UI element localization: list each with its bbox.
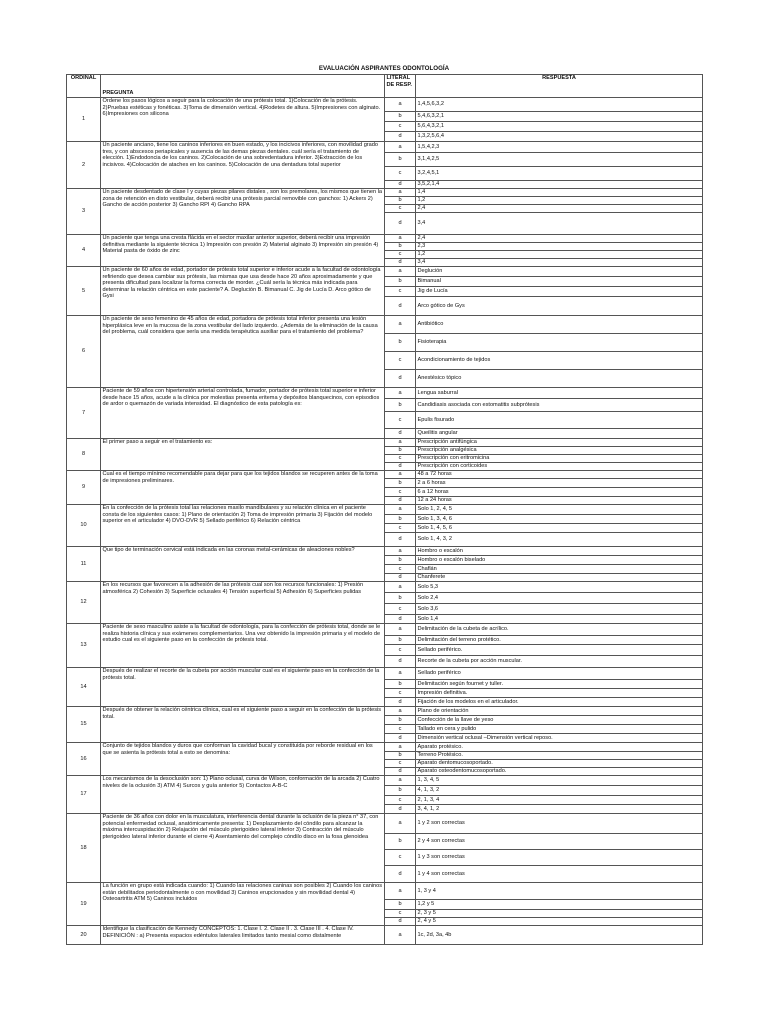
- document-title: EVALUACIÓN ASPIRANTES ODONTOLOGÍA: [318, 65, 450, 72]
- answer-text: Antibiótico: [416, 316, 703, 334]
- answer-letter: a: [385, 883, 416, 900]
- answer-text: 6 a 12 horas: [416, 488, 703, 497]
- answer-letter: a: [385, 743, 416, 752]
- answer-text: Solo 3,6: [416, 604, 703, 615]
- answer-letter: b: [385, 334, 416, 352]
- question-number: 19: [67, 883, 101, 926]
- question-text: Paciente de 59 años con hipertensión arterial controlada, fumador, portador de prótesis total superior e inferior desde hace 15 años, acude a la clínica por molestias presenta eritema y depósitos blanquecinos, con episodios de ardor o quemazón de variada intensidad. El diagnóstico de esta patología es:: [101, 388, 385, 439]
- answer-row: [67, 743, 703, 752]
- answer-letter: c: [385, 524, 416, 533]
- answer-text: Solo 1, 4, 3, 2: [416, 533, 703, 547]
- answer-text: Aparato protésico.: [416, 743, 703, 752]
- answer-letter: d: [385, 259, 416, 267]
- answer-row: [67, 926, 703, 945]
- answer-letter: b: [385, 900, 416, 910]
- answer-row: [67, 814, 703, 834]
- answer-text: 3,1,4,2,5: [416, 153, 703, 167]
- answer-letter: d: [385, 429, 416, 439]
- answer-letter: a: [385, 98, 416, 112]
- answer-text: Bimanual: [416, 277, 703, 287]
- answer-letter: a: [385, 814, 416, 834]
- answer-letter: d: [385, 370, 416, 388]
- answer-letter: a: [385, 547, 416, 556]
- exam-table: [66, 74, 703, 945]
- answer-row: [67, 582, 703, 593]
- answer-letter: c: [385, 565, 416, 574]
- answer-letter: a: [385, 668, 416, 680]
- answer-text: Arco gótico de Gys: [416, 297, 703, 316]
- answer-letter: c: [385, 488, 416, 497]
- answer-text: 48 a 72 horas: [416, 471, 703, 479]
- answer-letter: a: [385, 316, 416, 334]
- answer-row: [67, 235, 703, 243]
- answer-text: 1, 3 y 4: [416, 883, 703, 900]
- answer-letter: b: [385, 515, 416, 524]
- answer-row: [67, 547, 703, 556]
- answer-text: 1,4,5,6,3,2: [416, 98, 703, 112]
- answer-text: 5,6,4,3,2,1: [416, 122, 703, 132]
- answer-row: [67, 471, 703, 479]
- question-number: 8: [67, 439, 101, 471]
- answer-text: Deglución: [416, 267, 703, 277]
- answer-letter: c: [385, 251, 416, 259]
- answer-letter: b: [385, 680, 416, 689]
- answer-row: [67, 142, 703, 153]
- answer-letter: b: [385, 716, 416, 725]
- answer-text: 1,2 y 5: [416, 900, 703, 910]
- question-number: 1: [67, 98, 101, 142]
- answer-text: Epulis fisurado: [416, 412, 703, 429]
- answer-row: [67, 776, 703, 786]
- answer-row: [67, 668, 703, 680]
- answer-text: 2,4: [416, 235, 703, 243]
- answer-text: Solo 1, 4, 5, 6: [416, 524, 703, 533]
- answer-text: 12 a 24 horas: [416, 497, 703, 505]
- answer-letter: d: [385, 805, 416, 814]
- answer-text: Delimitación del terreno protético.: [416, 636, 703, 645]
- answer-text: 3,4: [416, 213, 703, 235]
- answer-letter: a: [385, 439, 416, 447]
- answer-letter: b: [385, 243, 416, 251]
- answer-text: Aparato dentomucosoportado.: [416, 760, 703, 768]
- answer-letter: d: [385, 656, 416, 668]
- question-text: Un paciente que tenga una cresta flácida en el sector maxilar anterior superior, deberá recibir una impresión definitiva mediante la siguiente técnica 1) Impresión con presión 2) Material alginato 3) Impresión sin presión 4) Material pasta de óxido de zinc: [101, 235, 385, 267]
- question-text: La función en grupo está indicada cuando: 1) Cuando las relaciones caninas son posibles 2) Cuando los caninos están debilitados periodontalmente o con movilidad 3) Caninos erupcionados y sin movilidad dental 4) Osteoartritis ATM 5) Caninos incluidos: [101, 883, 385, 926]
- answer-letter: b: [385, 834, 416, 850]
- answer-letter: a: [385, 582, 416, 593]
- header-respuesta: RESPUESTA: [416, 75, 703, 98]
- answer-text: 2 a 6 horas: [416, 479, 703, 488]
- answer-letter: a: [385, 505, 416, 515]
- answer-letter: a: [385, 235, 416, 243]
- question-text: Paciente de sexo masculino asiste a la facultad de odontología, para la confección de prótesis total, donde se le realiza historia clínica y sus exámenes complementarios. Una vez obtenido la impresión primaria y el modelo de estudio cual es el siguiente paso en la confección de prótesis total.: [101, 624, 385, 668]
- answer-letter: c: [385, 205, 416, 213]
- answer-text: Prescripción con corticoides: [416, 463, 703, 471]
- question-text: Paciente de 36 años con dolor en la musculatura, interferencia dental durante la oclusión de la pieza n° 37, con potencial enfermedad oclusal, anatómicamente presenta: 1) Desplazamiento del cóndilo para alcanzar la máxima intercuspidación 2) Relajación del músculo pterigoideo lateral inferior 3) Contracción del músculo pterigoideo lateral inferior durante el cierre 4) Asentamiento del complejo cóndilo disco en la fosa glenoidea: [101, 814, 385, 883]
- answer-letter: d: [385, 734, 416, 743]
- answer-text: Jig de Lucía: [416, 287, 703, 297]
- answer-letter: a: [385, 624, 416, 636]
- answer-letter: b: [385, 153, 416, 167]
- answer-letter: a: [385, 926, 416, 945]
- answer-text: 1,3,2,5,6,4: [416, 132, 703, 142]
- question-number: 3: [67, 189, 101, 235]
- question-text: En los recursos que favorecen a la adhesión de las prótesis cual son los recursos funcionales: 1) Presión atmosférica 2) Cohesión 3) Superficie oclusales 4) Tensión superficial 5) Adhesión 6) Superficies pulidas: [101, 582, 385, 624]
- question-number: 12: [67, 582, 101, 624]
- question-number: 4: [67, 235, 101, 267]
- answer-text: Fijación de los modelos en el articulador.: [416, 698, 703, 707]
- answer-letter: a: [385, 776, 416, 786]
- answer-letter: d: [385, 615, 416, 624]
- answer-text: Chanferete: [416, 574, 703, 582]
- question-text: El primer paso a seguir en el tratamiento es:: [101, 439, 385, 471]
- answer-text: Anestésico tópico: [416, 370, 703, 388]
- question-text: Un paciente desdentado de clase I y cuyas piezas pilares distales , son los premolares, los mismos que tienen la zona de retención en disto vestibular, deberá recibir una prótesis parcial removible con ganchos: 1) Ackers 2) Gancho de acción posterior 3) Gancho RPI 4) Gancho RPA: [101, 189, 385, 235]
- answer-text: Delimitación según fournet y tuller.: [416, 680, 703, 689]
- answer-row: [67, 316, 703, 334]
- answer-text: 2 y 4 son correctas: [416, 834, 703, 850]
- question-number: 9: [67, 471, 101, 505]
- answer-text: Hombro o escalón biselado: [416, 556, 703, 565]
- answer-letter: d: [385, 866, 416, 883]
- answer-letter: c: [385, 910, 416, 918]
- answer-text: Solo 2,4: [416, 593, 703, 604]
- answer-letter: b: [385, 399, 416, 412]
- answer-letter: b: [385, 556, 416, 565]
- question-number: 17: [67, 776, 101, 814]
- answer-letter: c: [385, 645, 416, 656]
- answer-text: 2, 3 y 5: [416, 910, 703, 918]
- answer-text: Impresión definitiva.: [416, 689, 703, 698]
- answer-text: 1, 3, 4, 5: [416, 776, 703, 786]
- answer-letter: a: [385, 142, 416, 153]
- answer-text: 3,4: [416, 259, 703, 267]
- question-number: 6: [67, 316, 101, 388]
- answer-row: [67, 624, 703, 636]
- answer-text: Hombro o escalón: [416, 547, 703, 556]
- answer-text: Aparato osteodentomucosoportado.: [416, 768, 703, 776]
- answer-letter: c: [385, 122, 416, 132]
- answer-letter: b: [385, 786, 416, 796]
- answer-text: 1 y 2 son correctas: [416, 814, 703, 834]
- answer-letter: d: [385, 213, 416, 235]
- answer-row: [67, 707, 703, 716]
- answer-text: 2, 4 y 5: [416, 918, 703, 926]
- question-number: 16: [67, 743, 101, 776]
- answer-letter: c: [385, 796, 416, 805]
- header-row: [67, 75, 703, 98]
- answer-letter: d: [385, 132, 416, 142]
- answer-letter: d: [385, 497, 416, 505]
- header-ordinal: ORDINAL: [67, 75, 101, 98]
- question-text: Después de realizar el recorte de la cubeta por acción muscular cual es el siguiente paso en la confección de la prótesis total.: [101, 668, 385, 707]
- answer-text: Tallado en cera y pulido: [416, 725, 703, 734]
- answer-letter: c: [385, 412, 416, 429]
- answer-letter: d: [385, 533, 416, 547]
- answer-row: [67, 189, 703, 197]
- answer-letter: d: [385, 463, 416, 471]
- answer-text: 2, 1, 3, 4: [416, 796, 703, 805]
- answer-text: 1,5,4,2,3: [416, 142, 703, 153]
- header-literal: LITERAL DE RESP.: [385, 75, 416, 98]
- answer-letter: d: [385, 574, 416, 582]
- answer-text: 1 y 4 son correctas: [416, 866, 703, 883]
- answer-text: Solo 1, 2, 4, 5: [416, 505, 703, 515]
- question-text: Conjunto de tejidos blandos y duros que conforman la cavidad bucal y constituida por reborde residual en los que se asienta la prótesis total a esto se denomina:: [101, 743, 385, 776]
- answer-text: 2,4: [416, 205, 703, 213]
- answer-text: Confección de la llave de yeso: [416, 716, 703, 725]
- answer-text: Prescripción antifúngica: [416, 439, 703, 447]
- question-number: 7: [67, 388, 101, 439]
- answer-letter: c: [385, 455, 416, 463]
- question-text: Que tipo de terminación cervical está indicada en las coronas metal-cerámicas de aleaciones nobles?: [101, 547, 385, 582]
- answer-text: Candidiasis asociada con estomatitis subprótesis: [416, 399, 703, 412]
- answer-text: Sellado periférico.: [416, 645, 703, 656]
- answer-letter: d: [385, 918, 416, 926]
- answer-text: Chaflán: [416, 565, 703, 574]
- question-number: 11: [67, 547, 101, 582]
- answer-text: 1,4: [416, 189, 703, 197]
- answer-letter: d: [385, 768, 416, 776]
- answer-letter: d: [385, 698, 416, 707]
- answer-text: Solo 1, 3, 4, 6: [416, 515, 703, 524]
- answer-text: 3,2,4,5,1: [416, 167, 703, 181]
- question-text: Un paciente anciano, tiene los caninos inferiores en buen estado, y los incicivos inferiores, con movilidad grado tres, y con abscesos periapicales y ausencia de las demas piezas dentales. cuál sería el tratamiento de elección. 1)Endodoncia de los caninos. 2)Colocación de una sobredentadura inferior. 3)Extracción de los incisivos. 4)Colocación de ataches en los caninos. 5)Colocación de una dentadura total superior: [101, 142, 385, 189]
- answer-text: Solo 5,3: [416, 582, 703, 593]
- answer-text: Terreno Protésico.: [416, 752, 703, 760]
- answer-letter: b: [385, 277, 416, 287]
- question-text: En la confección de la prótesis total las relaciones maxilo mandibulares y su relación clínica en el paciente consta de los siguientes casos: 1) Plano de orientación 2) Toma de impresión primaria 3) Fijación del modelo superior en el articulador 4) DVO-DVR 5) Sellado periférico 6) Relación céntrica: [101, 505, 385, 547]
- question-number: 18: [67, 814, 101, 883]
- answer-row: [67, 267, 703, 277]
- question-number: 20: [67, 926, 101, 945]
- question-text: Un paciente de sexo femenino de 45 años de edad, portadora de prótesis total inferior presenta una lesión hiperplásica leve en la mucosa de la zona vestibular del lado izquierdo. ¿Además de la eliminación de la causa del problema, cuál considera que sería una medida terapéutica auxiliar para el tratamiento del problema?: [101, 316, 385, 388]
- answer-text: Solo 1,4: [416, 615, 703, 624]
- answer-letter: c: [385, 689, 416, 698]
- answer-letter: c: [385, 167, 416, 181]
- answer-letter: b: [385, 112, 416, 122]
- answer-text: Lengua saburral: [416, 388, 703, 399]
- answer-row: [67, 883, 703, 900]
- question-number: 5: [67, 267, 101, 316]
- question-number: 14: [67, 668, 101, 707]
- answer-text: 5,4,6,3,2,1: [416, 112, 703, 122]
- question-number: 15: [67, 707, 101, 743]
- answer-text: 1,2: [416, 251, 703, 259]
- answer-letter: b: [385, 197, 416, 205]
- answer-letter: b: [385, 593, 416, 604]
- answer-letter: a: [385, 267, 416, 277]
- answer-text: Acondicionamiento de tejidos: [416, 352, 703, 370]
- answer-row: [67, 439, 703, 447]
- question-text: Un paciente de 60 años de edad, portador de prótesis total superior e inferior acude a la facultad de odontología refiriendo que desea cambiar sus prótesis, las mismas que usa desde hace 20 años aproximadamente y que presenta dificultad para localizar la forma correcta de morder. ¿Cuál sería la técnica más indicada para determinar la relación céntrica en este paciente? A. Deglución B. Bimanual C. Jig de Lucía D. Arco gótico de Gysi: [101, 267, 385, 316]
- answer-letter: c: [385, 287, 416, 297]
- answer-text: Recorte de la cubeta por acción muscular.: [416, 656, 703, 668]
- answer-text: Fisioterapia: [416, 334, 703, 352]
- answer-text: 3, 4, 1, 2: [416, 805, 703, 814]
- question-number: 10: [67, 505, 101, 547]
- answer-row: [67, 98, 703, 112]
- header-pregunta: PREGUNTA: [101, 75, 385, 98]
- answer-text: 4, 1, 3, 2: [416, 786, 703, 796]
- answer-letter: c: [385, 760, 416, 768]
- answer-letter: a: [385, 189, 416, 197]
- answer-text: Sellado periférico: [416, 668, 703, 680]
- answer-letter: a: [385, 471, 416, 479]
- answer-row: [67, 505, 703, 515]
- answer-text: Prescripción con eritromicina: [416, 455, 703, 463]
- answer-letter: a: [385, 707, 416, 716]
- answer-text: Queilitis angular: [416, 429, 703, 439]
- question-number: 13: [67, 624, 101, 668]
- answer-letter: b: [385, 752, 416, 760]
- answer-text: Delimitación de la cubeta de acrílico.: [416, 624, 703, 636]
- answer-letter: c: [385, 604, 416, 615]
- question-text: Identifique la clasificación de Kennedy CONCEPTOS: 1. Clase I. 2. Clase II . 3. Clase III . 4. Clase IV. DEFINICIÓN : a) Presenta espacios edéntulos laterales limitados tanto mesial como distalmente: [101, 926, 385, 945]
- answer-letter: d: [385, 181, 416, 189]
- answer-letter: c: [385, 725, 416, 734]
- question-text: Después de obtener la relación céntrica clínica, cual es el siguiente paso a seguir en la confección de la prótesis total.: [101, 707, 385, 743]
- answer-text: 1,2: [416, 197, 703, 205]
- question-text: Ordene los pasos lógicos a seguir para la colocación de una prótesis total. 1)Colocación de la prótesis. 2)Pruebas estéticas y fonéticas. 3)Toma de dimensión vertical. 4)Rodetes de altura. 5)Impresiones con alginato. 6)Impresiones con silicona: [101, 98, 385, 142]
- answer-letter: b: [385, 636, 416, 645]
- question-text: Los mecanismos de la desoclusión son: 1) Plano oclusal, curva de Wilson, conformación de la arcada 2) Cuatro niveles de la oclusión 3) ATM 4) Surcos y guía anterior 5) Contactos A-B-C: [101, 776, 385, 814]
- answer-letter: a: [385, 388, 416, 399]
- answer-letter: b: [385, 447, 416, 455]
- answer-text: 2,3: [416, 243, 703, 251]
- answer-text: Prescripción analgésica: [416, 447, 703, 455]
- answer-letter: d: [385, 297, 416, 316]
- answer-text: 1c, 2d, 3a, 4b: [416, 926, 703, 945]
- answer-row: [67, 388, 703, 399]
- answer-text: Plano de orientación: [416, 707, 703, 716]
- answer-letter: c: [385, 850, 416, 866]
- answer-letter: b: [385, 479, 416, 488]
- answer-text: Dimensión vertical oclusal –Dimensión vertical reposo.: [416, 734, 703, 743]
- answer-letter: c: [385, 352, 416, 370]
- question-text: Cual es el tiempo mínimo recomendable para dejar para que los tejidos blandos se recuperen antes de la toma de impresiones preliminares.: [101, 471, 385, 505]
- answer-text: 3,5,2,1,4: [416, 181, 703, 189]
- question-number: 2: [67, 142, 101, 189]
- answer-text: 1 y 3 son correctas: [416, 850, 703, 866]
